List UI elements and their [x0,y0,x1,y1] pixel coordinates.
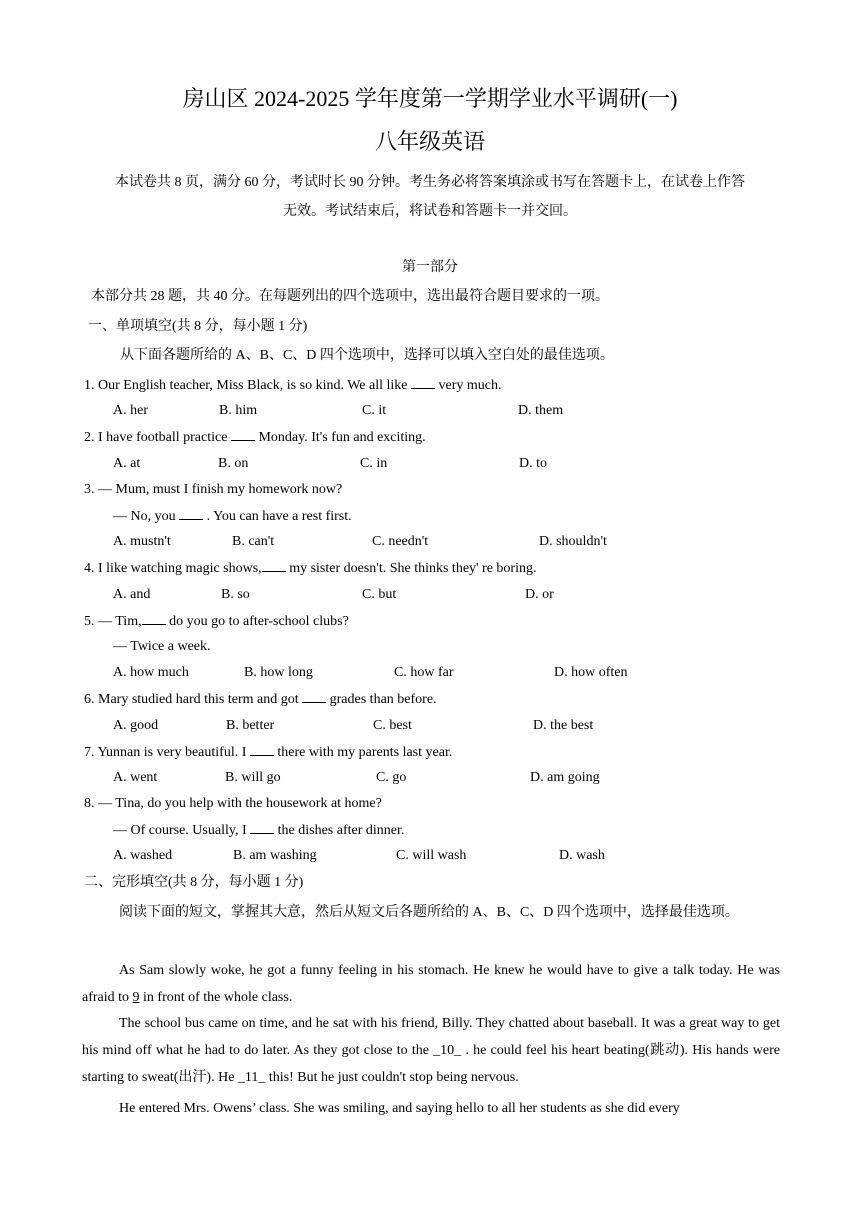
q8-option-d: D. wash [559,848,605,863]
section-2-heading: 二、完形填空(共 8 分，每小题 1 分) [84,875,304,890]
q5-option-a: A. how much [113,665,189,680]
q2-option-c: C. in [360,456,388,471]
section-1-instruction: 从下面各题所给的 A、B、C、D 四个选项中，选择可以填入空白处的最佳选项。 [120,348,614,363]
question-3-stem: 3. — Mum, must I finish my homework now? [84,482,343,497]
q6-option-b: B. better [226,718,275,733]
question-7-stem: 7. Yunnan is very beautiful. I there with my parents last year. [84,745,453,760]
answer-blank [411,378,435,389]
part-heading: 第一部分 [402,260,458,275]
question-4-stem: 4. I like watching magic shows, my sister doesn't. She thinks they' re boring. [84,561,537,576]
q7-option-a: A. went [113,770,158,785]
q8-option-a: A. washed [113,848,173,863]
q1-option-b: B. him [219,403,258,418]
answer-blank [250,745,274,756]
q4-option-a: A. and [113,587,151,602]
answer-blank [302,692,326,703]
q2-option-d: D. to [519,456,547,471]
cloze-blank-10: _10_ [433,1043,462,1058]
exam-subject: 八年级英语 [374,129,485,154]
question-1-stem: 1. Our English teacher, Miss Black, is so kind. We all like very much. [84,378,502,393]
q2-option-b: B. on [218,456,249,471]
q6-option-c: C. best [373,718,412,733]
q3-option-a: A. mustn't [113,534,171,549]
q3-option-c: C. needn't [372,534,429,549]
q7-option-d: D. am going [530,770,600,785]
question-2-stem: 2. I have football practice Monday. It's fun and exciting. [84,430,426,445]
q6-option-a: A. good [113,718,159,733]
passage-paragraph-1: As Sam slowly woke, he got a funny feeling in his stomach. He knew he would have to give a talk today. He was afraid to 9 in front of the whole class. [82,963,780,1005]
part-description: 本部分共 28 题，共 40 分。在每题列出的四个选项中，选出最符合题目要求的一项。 [91,289,609,304]
passage-paragraph-3: He entered Mrs. Owens’ class. She was smiling, and saying hello to all her students as she did every [119,1101,680,1116]
q8-option-b: B. am washing [233,848,317,863]
answer-blank [231,430,255,441]
q4-option-b: B. so [221,587,250,602]
q2-option-a: A. at [113,456,141,471]
q4-option-c: C. but [362,587,397,602]
q1-option-d: D. them [518,403,564,418]
section-2-instruction: 阅读下面的短文，掌握其大意，然后从短文后各题所给的 A、B、C、D 四个选项中，选择最佳选项。 [119,905,739,920]
q1-option-a: A. her [113,403,148,418]
q6-option-d: D. the best [533,718,594,733]
question-6-stem: 6. Mary studied hard this term and got grades than before. [84,692,437,707]
exam-title: 房山区 2024-2025 学年度第一学期学业水平调研(一) [182,86,678,111]
q5-option-b: B. how long [244,665,313,680]
q7-option-b: B. will go [225,770,281,785]
answer-blank [142,614,166,625]
question-8-response: — Of course. Usually, I the dishes after dinner. [113,823,405,838]
q8-option-c: C. will wash [396,848,467,863]
q5-option-c: C. how far [394,665,454,680]
answer-blank [262,561,286,572]
question-8-stem: 8. — Tina, do you help with the housework at home? [84,796,382,811]
question-5-response: — Twice a week. [113,639,211,654]
answer-blank [250,823,274,834]
answer-blank [179,509,203,520]
q7-option-c: C. go [376,770,407,785]
section-1-heading: 一、单项填空(共 8 分，每小题 1 分) [88,319,308,334]
q4-option-d: D. or [525,587,554,602]
q3-option-d: D. shouldn't [539,534,607,549]
q1-option-c: C. it [362,403,387,418]
question-3-response: — No, you . You can have a rest first. [113,509,352,524]
passage-paragraph-2: The school bus came on time, and he sat with his friend, Billy. They chatted about baseball. It was a great way to get his mind off what he had to do later. As they got close to the _10_ . he could feel his heart beating(跳动). His hands were starting to sweat(出汗). He _11_ this! But he just couldn't stop being nervous. [82,1016,780,1085]
q3-option-b: B. can't [232,534,275,549]
question-5-stem: 5. — Tim, do you go to after-school clubs? [84,614,349,629]
cloze-blank-11: _11_ [237,1070,266,1085]
notice-line-1: 本试卷共 8 页，满分 60 分，考试时长 90 分钟。考生务必将答案填涂或书写在答题卡上，在试卷上作答 [115,175,745,190]
cloze-blank-9: 9 [132,990,140,1005]
notice-line-2: 无效。考试结束后，将试卷和答题卡一并交回。 [283,204,577,219]
q5-option-d: D. how often [554,665,628,680]
